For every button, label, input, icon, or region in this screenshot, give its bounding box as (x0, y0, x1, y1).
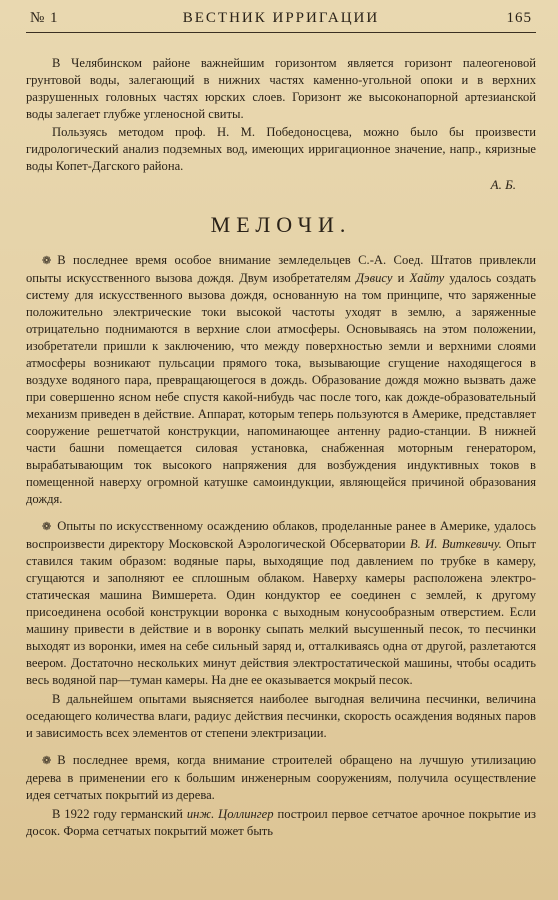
author-signature: А. Б. (490, 177, 516, 192)
note-rain (26, 252, 536, 508)
note-clouds-paragraph-1: ❁ Опыты по искусственному осаждению облаков, проделанные ранее в Америке, удалось воспроизвести директору Московской Аэрологической Обсерватории В. И. Виткевичу. Опыт ставился таким образом: водяные пары, выходящие под давлением по трубке в камеру, сгущаются и заполняют ее сплошным облаком. Наверху камеры расположена электро-статическая машина Вимшерета. Один кондуктор ее соединен с землей, к другому присоединена особой конструкции воронка с выходным конусообразным отверстием. Если машину привести в действие и в воронку сыпать мелкий высушенный песок, то песчинки выходят из воронки, имея на себе сильный заряд и, отталкиваясь одна от другой, разлетаются веером. Достаточно нескольких минут действия электростатической машины, чтобы осадить весь водяной пар—туман камеры. На дне ее оказывается мокрый песок. (26, 519, 536, 687)
page-number: 165 (506, 10, 532, 26)
intro-paragraph-1: В Челябинском районе важнейшим горизонтом является горизонт палеогеновой грунтовой воды, залегающий в нижних частях каменно-угольной опоки и в верхних разрушенных головных частях юрских слоев. Горизонт же высоконапорной артезианской воды залегает глубже угленосной свиты. (26, 56, 536, 121)
note-wood (26, 752, 536, 840)
note-clouds (26, 518, 536, 742)
note-wood-paragraph-1: ❁ В последнее время, когда внимание строителей обращено на лучшую утилизацию дерева в применении его к большим инженерным сооружениям, получила осуществление идея сетчатых покрытий из дерева. (26, 753, 536, 802)
issue-number: № 1 (30, 10, 59, 26)
note-wood-paragraph-2: В 1922 году германский инж. Цоллингер построил первое сетчатое арочное покрытие из досок. Форма сетчатых покрытий может быть (26, 807, 536, 838)
note-rain-paragraph: ❁ В последнее время особое внимание земледельцев С.-А. Соед. Штатов привлекли опыты искусственного вызова дождя. Двум изобретателям Дэвису и Хайту удалось создать систему для искусственного вызова дождя, основанную на том принципе, что заряженные положительно электрические токи высокой частоты уходят в землю, а заряженные отрицательно поднимаются в верхние слои атмосферы. Основываясь на этом положении, изобретатели пришли к заключению, что между поверхностью земли и верхними слоями атмосферы возникают пульсации прямого тока, вызывающие сгущение находящегося в воздухе водяного пара, превращающегося в дождь. Образование дождя можно вызвать даже при совершенно ясном небе спустя какой-нибудь час после того, как дожде-образовательный механизм приведен в действие. Аппарат, которым теперь пользуются в Америке, представляет сооружение решетчатой конструкции, напоминающее антенну радио-станции. В нижней части башни помещается силовая установка, снабженная моторным генератором, вырабатывающим ток высокого напряжения для возбуждения индуктивных токов в помещенной наверху огромной катушке самоиндукции, являющейся причиной образования дождя. (26, 253, 536, 506)
flower-bullet-icon: ❁ (42, 755, 52, 767)
running-header (26, 0, 536, 33)
journal-title: ВЕСТНИК ИРРИГАЦИИ (182, 10, 380, 26)
note-clouds-paragraph-2: В дальнейшем опытами выясняется наиболее выгодная величина песчинки, величина оседающего количества влаги, радиус действия песчинки, скорость осаждения водяных паров и зависимость всех элементов от степени электризации. (26, 692, 536, 740)
flower-bullet-icon: ❁ (42, 255, 52, 267)
inventor-name: Дэвису (356, 271, 393, 285)
scientist-name: В. И. Виткевичу. (409, 537, 502, 551)
intro-paragraph-2: Пользуясь методом проф. Н. М. Победоносцева, можно было бы произвести гидрологический анализ подземных вод, имеющих ирригационное значение, напр., кяризные воды Копет-Дагского района. (26, 125, 536, 173)
flower-bullet-icon: ❁ (42, 521, 52, 533)
section-title: МЕЛОЧИ. (210, 212, 352, 237)
inventor-name: Хайту (409, 271, 445, 285)
intro-block (26, 55, 536, 194)
engineer-name: инж. Цоллингер (186, 807, 274, 821)
